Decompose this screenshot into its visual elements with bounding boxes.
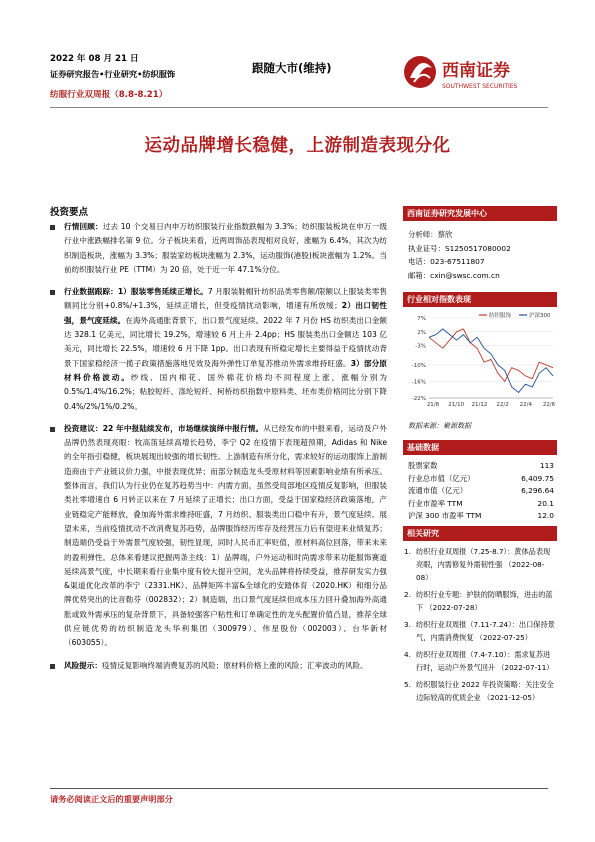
relative-index-chart: [403, 310, 557, 416]
table-row: 行业总市值（亿元） 6,409.75: [408, 473, 554, 483]
table-row: 沪深 300 市盈率 TTM 12.0: [408, 511, 554, 520]
related-title: 相关研究: [403, 526, 557, 541]
y-tick-label: -3%: [415, 343, 426, 350]
y-tick-label: 2%: [417, 329, 426, 336]
report-category: 证券研究报告•行业研究•纺织服饰: [50, 69, 176, 79]
x-tick-label: 22/2: [496, 402, 509, 408]
report-date: 2022 年 08 月 21 日: [50, 54, 139, 64]
x-tick-label: 22/6: [542, 402, 556, 408]
legend-label: 纺织服饰: [489, 313, 512, 319]
header-divider: [50, 107, 548, 108]
y-tick-label: 7%: [417, 316, 426, 322]
analyst-info: 分析师：蔡欣 执业证号：S1250517080002 电话：023-67511807 邮箱：cxin@swsc.com.cn: [408, 230, 511, 280]
series-line-hs300: [429, 329, 553, 393]
rating: 跟随大市(维持): [252, 61, 332, 75]
chart-source: 数据来源：聚源数据: [408, 422, 471, 430]
section-title: 投资要点: [50, 207, 89, 218]
investment-points: [50, 220, 387, 681]
x-tick-label: 21/8: [426, 402, 440, 408]
basic-data-title: 基础数据: [403, 440, 557, 455]
list-item[interactable]: 5. 纺织服装行业 2022 年投资策略：关注安全边际较高的优质企业 （2021-12-05）: [404, 680, 554, 702]
logo-en: SOUTHWEST SECURITIES: [442, 83, 518, 90]
chart-title: 行业相对指数表现: [403, 292, 557, 307]
table-row: 行业市盈率 TTM 20.1: [408, 498, 554, 508]
legend-label: 沪深300: [529, 313, 551, 319]
report-type: 纺服行业双周报（8.8-8.21）: [50, 90, 168, 100]
footer-divider: [50, 788, 548, 789]
x-tick-label: 22/4: [519, 402, 532, 408]
team-title: 西南证券研究发展中心: [403, 206, 557, 221]
bullet-market-review: 行情回顾：过去 10 个交易日内申万纺织服装行业指数跌幅为 3.3%；纺织服装板块在申万一级行业中涨跌幅排名第 9 位。分子板块来看，近两周饰品表现相对良好，涨幅为 6.4%，其次为纺织制造板块，涨幅为 3.3%；服装家纺板块涨幅为 2.3%，运动服饰(港股)板块涨幅为 1.2%。当前纺织服装行业 PE（TTM）为 20 倍，处于近一年 47.1%分位。: [50, 220, 387, 277]
x-tick-label: 21/12: [471, 402, 488, 408]
list-item[interactable]: 4. 纺织行业双周报（7.4-7.10）：需求复苏进行时，运动户外景气回升 （2022-07-11）: [404, 650, 554, 672]
related-research: [404, 545, 556, 708]
bullet-investment-advice: 投资建议：22 年中报陆续发布，市场继续演绎中报行情。从已经发布的中报来看，运动及户外品牌仍然表现亮眼：牧高笛延续高增长趋势，李宁 Q2 在疫情下表现超预期，Adidas 和 Nike 的全年指引稳健，板块展现出较强的增长韧性。上游制造有所分化，需求较好的运动服饰上游制造商由于产业链议价力强，中报表现优异；而部分制造龙头受原材料等因素影响业绩有所承压。整体而言，我们认为行业仍在复苏趋势当中：内需方面，虽然受局部地区疫情反复影响，但服装类社零增速自 6 月转正以来在 7 月延续了正增长；出口方面，受益于国家稳经济政策落地，产业链稳定产能释放，叠加海外需求维持旺盛，7 月纺织、服装类出口稳中有升，景气度延续。展望未来，当前疫情扰动不改消费复苏趋势，品牌服饰经历库存及经营压力后有望迎来业绩复苏；制造端仍受益于外需景气度较强，韧性显现，同时人民币汇率贬值，原材料高位回落，带来未来的盈利弹性。总体来看建议把握两条主线：1）品牌端，户外运动和时尚需求带来功能服饰赛道延续高景气度，中长期来看行业集中度有较大提升空间，龙头品牌将持续受益，推荐研发实力强&渠道优化改革的李宁（2331.HK）、品牌矩阵丰富&全球化的安踏体育（2020.HK）和细分品牌优势突出的比音勒芬（002832）；2）制造端，出口景气度延续但成本压力回升叠加海外高通胀或致外需承压的复杂背景下，具备较强客户粘性和订单确定性的龙头配置价值凸显，推荐全球供应链优势的纺织制造龙头华利集团（300979）、伟星股份（002003）、台华新材（603055）。: [50, 422, 387, 651]
footer-disclaimer: 请务必阅读正文后的重要声明部分: [50, 794, 173, 804]
x-tick-label: 21/10: [448, 402, 465, 408]
list-item[interactable]: 3. 纺织行业双周报（7.11-7.24）：出口保持景气，内需消费恢复 （2022-07-25）: [404, 620, 555, 642]
page-title: 运动品牌增长稳健，上游制造表现分化: [144, 136, 451, 156]
company-logo: [400, 48, 550, 96]
basic-data-table: [408, 460, 554, 523]
table-row: 流通市值（亿元） 6,296.64: [408, 486, 554, 495]
logo-cn: 西南证券: [442, 61, 510, 81]
y-tick-label: -16%: [411, 379, 426, 386]
y-tick-label: -22%: [411, 396, 426, 402]
list-item[interactable]: 1. 纺织行业双周报（7.25-8.7）：黄体品表现亮眼，内需修复外需韧性强 （2022-08-08）: [404, 547, 551, 582]
bullet-industry-data: 行业数据跟踪：1）服装零售延续正增长。7 月服装鞋帽针纺织品类零售额/限额以上服装类零售额同比分别+0.8%/+1.3%，延续正增长，但受疫情扰动影响，增速有所放缓；2）出口韧性强，景气度延续。在海外高通胀背景下，出口景气度延续。2022 年 7 月份 HS 纺织类出口金额达 328.1 亿美元，同比增长 19.2%，增速较 6 月上升 2.4pp；HS 服装类出口金额达 103 亿美元，同比增长 22.5%，增速较 6 月下降 1pp。出口表现有所稳定增长主要得益于疫情扰动背景下国家稳经济一揽子政策措施落地见效及海外弹性订单复苏推动外需求维持旺盛。3）部分原材料价格波动。纱线、国内棉花、国外棉花价格均不同程度上涨，涨幅分别为 0.5%/1.4%/16.2%；粘胶短纤、涤纶短纤、柯桥纺织指数中原料类、坯布类价格同比分别下降 0.4%/2%/1%/0.2%。: [50, 285, 387, 414]
list-item[interactable]: 2. 纺织行业专题：护肤的防晒服饰，进击的蓝下 （2022-07-28）: [404, 590, 553, 612]
bullet-risk: 风险提示：疫情反复影响终端消费复苏的风险；原材料价格上涨的风险；汇率波动的风险。: [50, 659, 387, 673]
y-tick-label: -10%: [411, 362, 426, 369]
table-row: 股票家数 113: [408, 461, 554, 470]
series-line-textile: [429, 329, 553, 381]
